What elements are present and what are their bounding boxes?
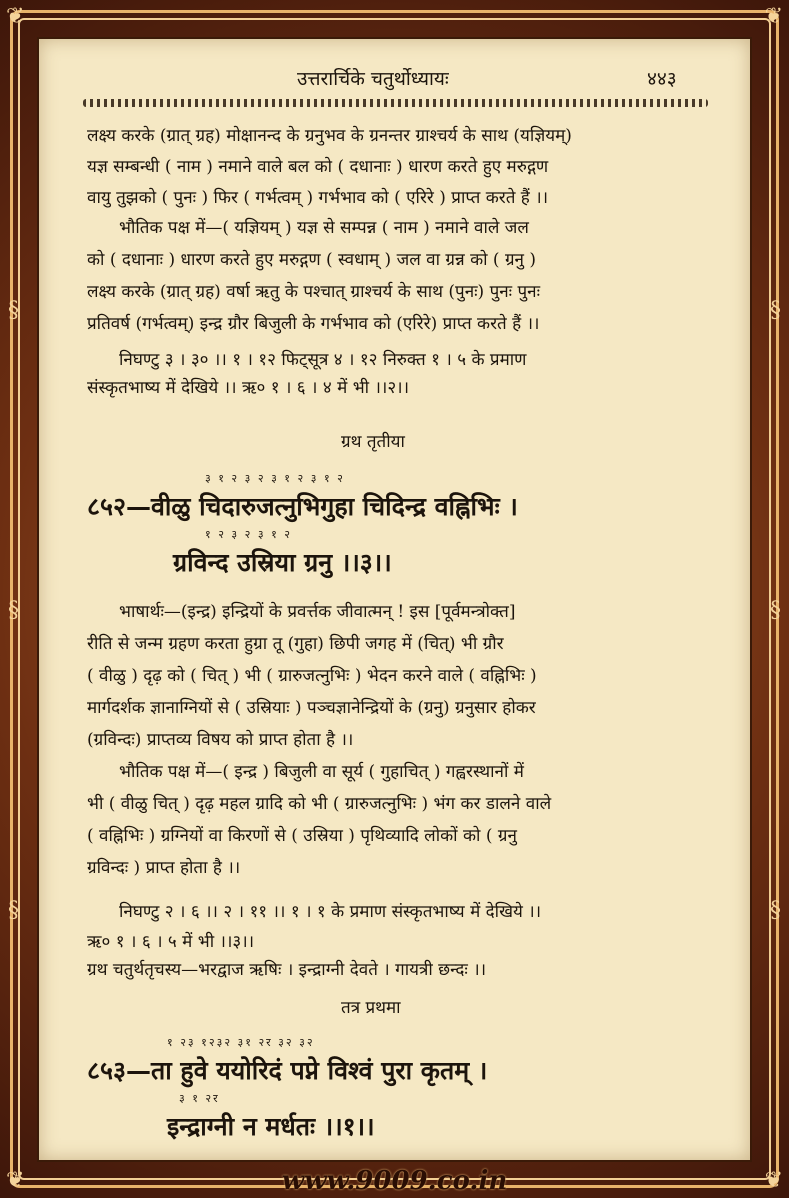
side-ornament-icon: § <box>8 298 19 323</box>
text-line: (ग्रविन्दः) प्राप्तव्य विषय को प्राप्त होता है ।। <box>87 730 354 750</box>
book-page <box>37 37 752 1162</box>
rishi-line: ग्रथ चतुर्थतृचस्य—भरद्वाज ऋषिः । इन्द्राग्नी देवते । गायत्री छन्दः ।। <box>87 960 487 980</box>
reference-line: निघण्टु २ । ६ ।। २ । ११ ।। १ । १ के प्रमाण संस्कृतभाष्य में देखिये ।। <box>119 902 542 922</box>
text-line: भौतिक पक्ष में—( यज्ञियम् ) यज्ञ से सम्पन्न ( नाम ) नमाने वाले जल <box>119 218 529 238</box>
text-line: ( वीळु ) दृढ़ को ( चित् ) भी ( ग्रारुजत्नुभिः ) भेदन करने वाले ( वह्निभिः ) <box>87 666 537 686</box>
accent-marks: १ २ ३ २ ३ १ २ <box>205 528 293 541</box>
verse-line: ८५२—वीळु चिदारुजत्नुभिगुहा चिदिन्द्र वह्निभिः । <box>87 492 518 521</box>
side-ornament-icon: § <box>770 598 781 623</box>
text-line: यज्ञ सम्बन्धी ( नाम ) नमाने वाले बल को ( दधानाः ) धारण करते हुए मरुद्गण <box>87 157 549 177</box>
corner-ornament-icon: ❦ <box>764 1168 783 1193</box>
text-line: भौतिक पक्ष में—( इन्द्र ) बिजुली वा सूर्य ( गुहाचित् ) गह्वरस्थानों में <box>119 762 524 782</box>
side-ornament-icon: § <box>8 598 19 623</box>
section-heading: तत्र प्रथमा <box>341 998 401 1018</box>
side-ornament-icon: § <box>8 898 19 923</box>
side-ornament-icon: § <box>770 898 781 923</box>
text-line: लक्ष्य करके (ग्रात् ग्रह) वर्षा ऋतु के पश्चात् ग्राश्चर्य के साथ (पुनः) पुनः पुनः <box>87 282 541 302</box>
verse-line: इन्द्राग्नी न मर्धतः ।।१।। <box>167 1112 375 1141</box>
reference-line: ऋ० १ । ६ । ५ में भी ।।३।। <box>87 932 255 952</box>
text-line: प्रतिवर्ष (गर्भत्वम्) इन्द्र ग्रौर बिजुली के गर्भभाव को (एरिरे) प्राप्त करते हैं ।। <box>87 314 540 334</box>
accent-marks: १ २३ १२३२ ३१ २र ३२ ३२ <box>167 1036 315 1049</box>
corner-ornament-icon: ❦ <box>764 4 783 29</box>
running-header: उत्तरार्चिके चतुर्थोध्यायः <box>297 68 449 90</box>
text-line: लक्ष्य करके (ग्रात् ग्रह) मोक्षानन्द के ग्रनुभव के ग्रनन्तर ग्राश्चर्य के साथ (यज्ञियम्) <box>87 126 572 146</box>
section-heading: ग्रथ तृतीया <box>341 432 405 452</box>
footer-url: www.9009.co.in <box>281 1166 508 1196</box>
text-line: को ( दधानाः ) धारण करते हुए मरुद्गण ( स्वधाम् ) जल वा ग्रन्न को ( ग्रनु ) <box>87 250 537 270</box>
corner-ornament-icon: ❦ <box>6 4 25 29</box>
header-rule <box>83 99 708 107</box>
reference-line: निघण्टु ३ । ३० ।। १ । १२ फिट्सूत्र ४ । १२ निरुक्त १ । ५ के प्रमाण <box>119 350 527 370</box>
text-line: भाषार्थः—(इन्द्र) इन्द्रियों के प्रवर्त्तक जीवात्मन् ! इस [पूर्वमन्त्रोक्त] <box>119 602 516 622</box>
page-number: ४४३ <box>647 68 677 90</box>
corner-ornament-icon: ❦ <box>6 1168 25 1193</box>
text-line: रीति से जन्म ग्रहण करता हुग्रा तू (गुहा) छिपी जगह में (चित्) भी ग्रौर <box>87 634 504 654</box>
verse-line: ८५३—ता हुवे ययोरिदं पप्ने विश्वं पुरा कृतम् । <box>87 1056 488 1085</box>
accent-marks: ३ १ २र <box>179 1092 220 1105</box>
reference-line: संस्कृतभाष्य में देखिये ।। ऋ० १ । ६ । ४ में भी ।।२।। <box>87 378 410 398</box>
verse-line: ग्रविन्द उस्रिया ग्रनु ।।३।। <box>173 548 392 577</box>
text-line: ग्रविन्दः ) प्राप्त होता है ।। <box>87 858 241 878</box>
text-line: भी ( वीळु चित् ) दृढ़ महल ग्रादि को भी ( ग्रारुजत्नुभिः ) भंग कर डालने वाले <box>87 794 552 814</box>
side-ornament-icon: § <box>770 298 781 323</box>
text-line: ( वह्निभिः ) ग्रग्नियों वा किरणों से ( उस्रिया ) पृथिव्यादि लोकों को ( ग्रनु <box>87 826 517 846</box>
text-line: वायु तुझको ( पुनः ) फिर ( गर्भत्वम् ) गर्भभाव को ( एरिरे ) प्राप्त करते हैं ।। <box>87 188 549 208</box>
accent-marks: ३ १ २ ३ २ ३ १ २ ३ १ २ <box>205 472 345 485</box>
text-line: मार्गदर्शक ज्ञानाग्नियों से ( उस्रियाः ) पञ्चज्ञानेन्द्रियों के (ग्रनु) ग्रनुसार होकर <box>87 698 536 718</box>
